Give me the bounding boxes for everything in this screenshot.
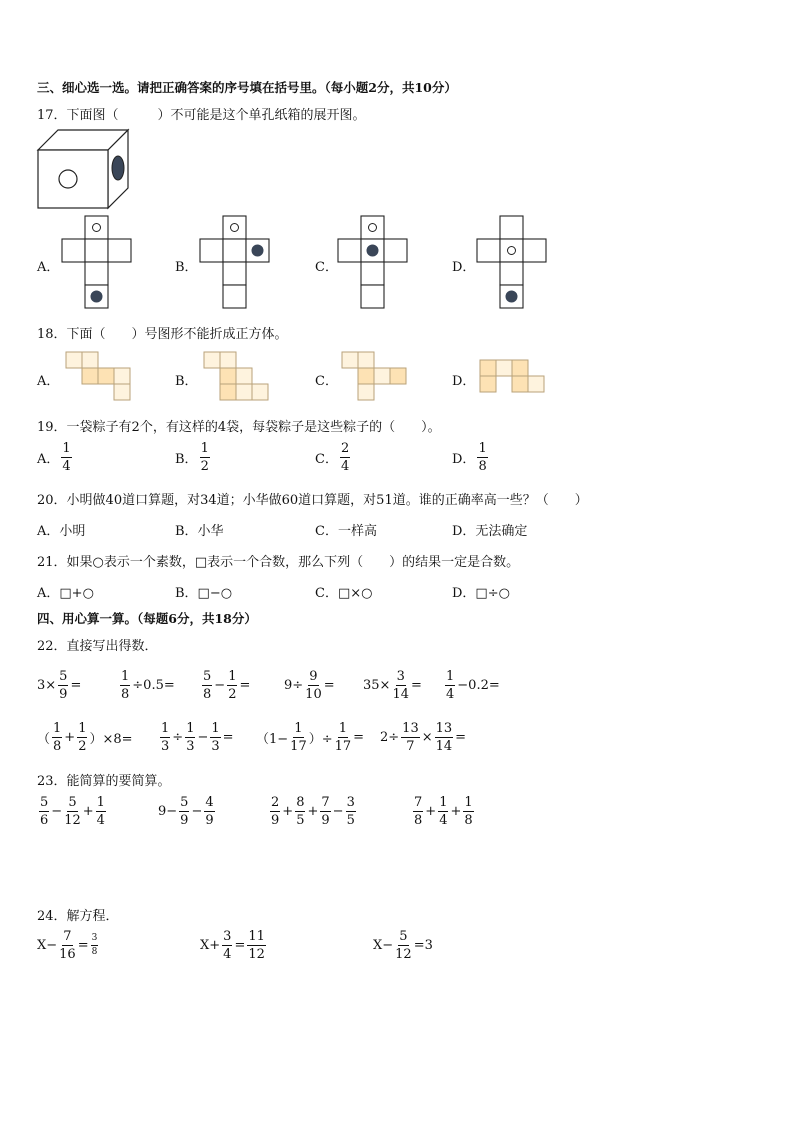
q18-option-c[interactable]: C． [315,374,338,389]
question-17: 17．下面图（ ）不可能是这个单孔纸箱的展开图。 [37,108,366,123]
q17-net-a [62,216,134,310]
q21-option-b[interactable]: B．□−○ [175,586,233,601]
q22-expr-10: 2÷ $\frac{13}{7}$ × $\frac{13}{14}$ = [380,721,467,754]
q17-option-a[interactable]: A． [37,260,60,275]
section-4-heading: 四、用心算一算。（每题6分，共18分） [37,611,257,626]
q21-option-c[interactable]: C．□×○ [315,586,373,601]
q22-expr-1: 3× $\frac{5}{9}$ = [37,669,82,702]
q24-equation-1: X− $\frac{7}{16}$ = $\frac{3}{8}$ [37,929,98,962]
q19-option-c[interactable]: C． $\frac{2}{4}$ [315,441,350,474]
q22-expr-5: 35× $\frac{3}{14}$ = [363,669,422,702]
question-20: 20．小明做40道口算题，对34道；小华做60道口算题，对51道。谁的正确率高一些？（ ） [37,493,588,508]
q17-option-d[interactable]: D． [452,260,476,275]
question-18: 18．下面（ ）号图形不能折成正方体。 [37,327,288,342]
question-23: 23．能简算的要简算。 [37,774,171,789]
q23-expr-2: 9− $\frac{5}{9}$ − $\frac{4}{9}$ [158,795,214,828]
q23-expr-4: $\frac{7}{8}$ + $\frac{1}{4}$ + $\frac{1}{8}$ [414,795,473,828]
q18-option-b[interactable]: B． [175,374,198,389]
q24-equation-3: X− $\frac{5}{12}$ =3 [373,929,433,962]
q17-net-c [338,216,410,310]
q22-expr-2: $\frac{1}{8}$ ÷0.5= [121,669,175,702]
q21-option-a[interactable]: A．□+○ [37,586,94,601]
question-21: 21．如果○表示一个素数，□表示一个合数，那么下列（ ）的结果一定是合数。 [37,555,520,570]
q18-option-d[interactable]: D． [452,374,476,389]
q18-net-a [66,352,132,400]
q17-option-b[interactable]: B． [175,260,198,275]
q19-option-d[interactable]: D． $\frac{1}{8}$ [452,441,487,474]
q18-option-a[interactable]: A． [37,374,60,389]
q17-net-b [200,216,272,310]
q22-expr-3: $\frac{5}{8}$ − $\frac{1}{2}$ = [203,669,251,702]
question-24: 24．解方程． [37,909,119,924]
question-22: 22．直接写出得数． [37,639,158,654]
q20-option-a[interactable]: A．小明 [37,524,86,539]
q19-option-a[interactable]: A． $\frac{1}{4}$ [37,441,71,474]
q20-option-d[interactable]: D．无法确定 [452,524,528,539]
q19-option-b[interactable]: B． $\frac{1}{2}$ [175,441,209,474]
q24-equation-2: X+ $\frac{3}{4}$ = $\frac{11}{12}$ [200,929,265,962]
section-3-heading: 三、细心选一选。请把正确答案的序号填在括号里。（每小题2分，共10分） [37,80,457,95]
q18-net-b [204,352,270,400]
q22-expr-7: （ $\frac{1}{8}$ + $\frac{1}{2}$ ）×8= [37,721,133,754]
q17-net-d [477,216,549,310]
q22-expr-4: 9÷ $\frac{9}{10}$ = [284,669,335,702]
q23-expr-3: $\frac{2}{9}$ + $\frac{8}{5}$ + $\frac{7}{9}$ − $\frac{3}{5}$ [271,795,355,828]
q20-option-b[interactable]: B．小华 [175,524,224,539]
q20-option-c[interactable]: C．一样高 [315,524,377,539]
q18-net-d [480,360,546,394]
q22-expr-9: （1− $\frac{1}{17}$ ）÷ $\frac{1}{17}$ = [256,721,365,754]
q22-expr-6: $\frac{1}{4}$ −0.2= [446,669,500,702]
q21-option-d[interactable]: D．□÷○ [452,586,510,601]
box-3d-figure [36,128,136,212]
q22-expr-8: $\frac{1}{3}$ ÷ $\frac{1}{3}$ − $\frac{1}{3}$ = [161,721,234,754]
q17-option-c[interactable]: C． [315,260,338,275]
question-19: 19．一袋粽子有2个，有这样的4袋，每袋粽子是这些粽子的（ ）。 [37,420,441,435]
q23-expr-1: $\frac{5}{6}$ − $\frac{5}{12}$ + $\frac{1}{4}$ [40,795,105,828]
q18-net-c [342,352,408,400]
